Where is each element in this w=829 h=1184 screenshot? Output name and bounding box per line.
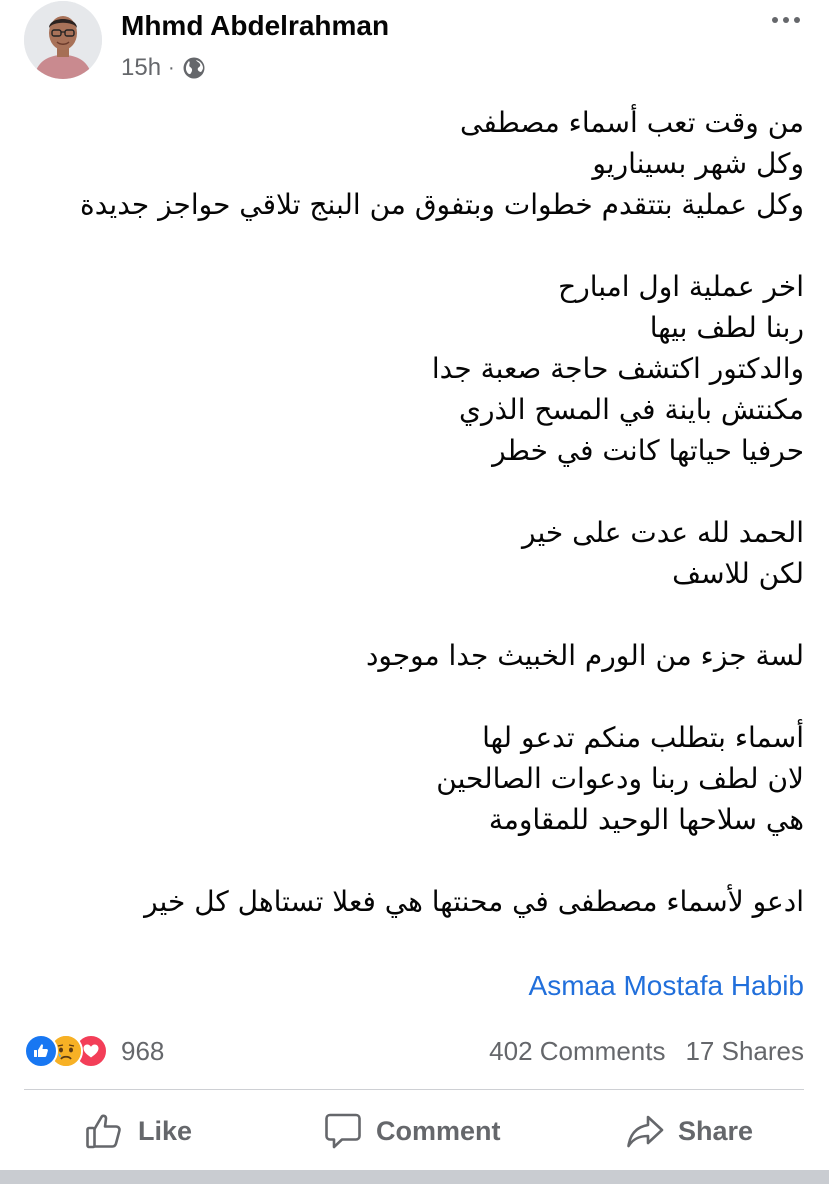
like-icon (84, 1111, 124, 1151)
tagged-person-link[interactable]: Asmaa Mostafa Habib (528, 970, 804, 1001)
post-stats (24, 1032, 804, 1070)
globe-icon (182, 56, 206, 80)
meta-separator: · (168, 56, 175, 79)
divider (24, 1089, 804, 1090)
post-text-line: أسماء بتطلب منكم تدعو لها (482, 721, 804, 754)
dot (772, 17, 778, 23)
post-text-spacer (24, 471, 804, 512)
like-label: Like (138, 1115, 193, 1146)
shares-count[interactable]: 17 Shares (685, 1035, 804, 1066)
post-text-spacer (24, 225, 804, 266)
post-text-line: الحمد لله عدت على خير (522, 516, 804, 549)
post-text-line: وكل شهر بسيناريو (592, 147, 804, 180)
post-text-line: وكل عملية بتتقدم خطوات وبتفوق من البنج تلاقي حواجز جديدة (80, 188, 804, 221)
dot (794, 17, 800, 23)
post-text-spacer (24, 594, 804, 635)
comment-button[interactable] (324, 1098, 501, 1164)
post-text-line: ربنا لطف بيها (649, 311, 804, 344)
feed-separator (0, 1170, 829, 1184)
post-body (24, 102, 804, 922)
post-text-spacer (24, 840, 804, 881)
reactions-summary[interactable] (24, 1034, 164, 1068)
engagement-counts (489, 1034, 804, 1068)
comments-count[interactable]: 402 Comments (489, 1035, 666, 1066)
comment-icon (324, 1112, 362, 1150)
post-meta (121, 52, 206, 84)
share-label: Share (678, 1115, 754, 1146)
reaction-count: 968 (121, 1035, 165, 1066)
dot (783, 17, 789, 23)
like-reaction-icon (24, 1034, 58, 1068)
post-time[interactable]: 15h (121, 54, 162, 81)
post-text-line: هي سلاحها الوحيد للمقاومة (488, 803, 804, 836)
post-text-spacer (24, 676, 804, 717)
post-text-line: ادعو لأسماء مصطفى في محنتها هي فعلا تستاهل كل خير (144, 885, 804, 918)
share-button[interactable] (626, 1098, 753, 1164)
author-avatar[interactable] (24, 1, 102, 79)
action-bar (24, 1098, 804, 1164)
post-text-line: لكن للاسف (672, 557, 804, 590)
post-text-line: من وقت تعب أسماء مصطفى (460, 106, 804, 139)
more-options-icon[interactable] (766, 8, 806, 32)
share-icon (626, 1112, 664, 1150)
author-name[interactable]: Mhmd Abdelrahman (121, 10, 390, 41)
post-text-line: لان لطف ربنا ودعوات الصالحين (436, 762, 804, 795)
post-text-line: حرفيا حياتها كانت في خطر (492, 434, 804, 467)
post-text-line: والدكتور اكتشف حاجة صعبة جدا (431, 352, 804, 385)
like-button[interactable] (84, 1098, 192, 1164)
post-header (0, 0, 829, 90)
post-text-line: اخر عملية اول امبارح (558, 270, 804, 303)
comment-label: Comment (376, 1115, 501, 1146)
post-text-line: لسة جزء من الورم الخبيث جدا موجود (365, 639, 804, 672)
post-text-line: مكنتش باينة في المسح الذري (459, 393, 804, 426)
